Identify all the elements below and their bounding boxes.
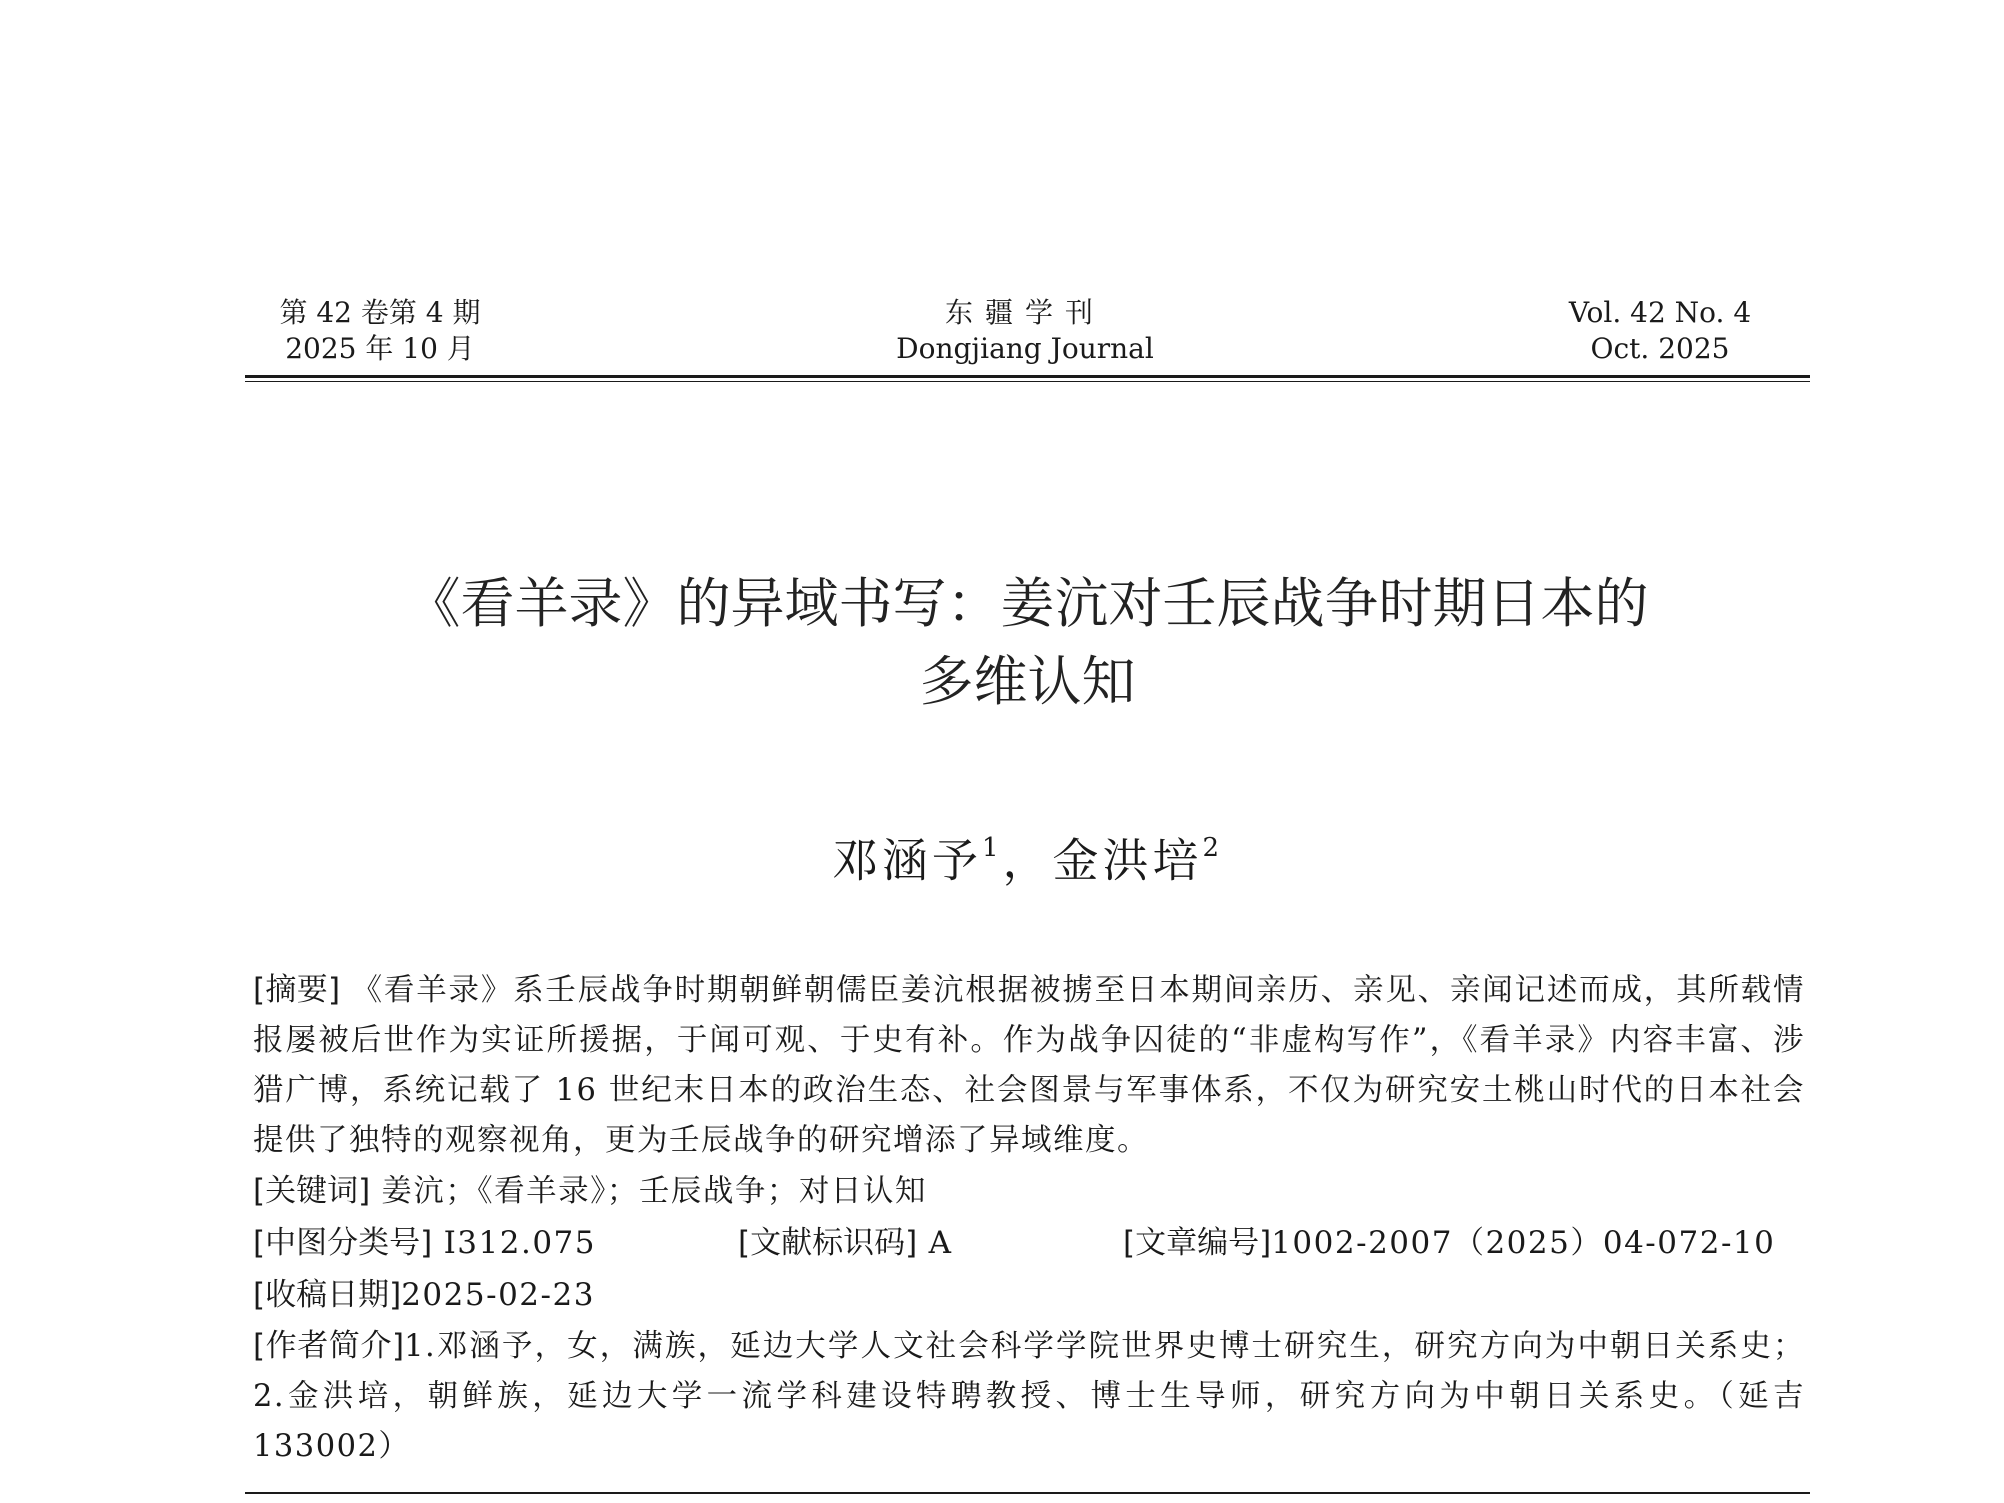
doc-value: A bbox=[928, 1225, 953, 1261]
title-line-1: 《看羊录》的异域书写：姜沆对壬辰战争时期日本的 bbox=[406, 572, 1649, 635]
abstract bbox=[253, 965, 1805, 1166]
author-2-affiliation: 2 bbox=[1202, 833, 1224, 863]
author-1-affiliation: 1 bbox=[981, 833, 1003, 863]
classification-row bbox=[253, 1217, 1805, 1269]
document-code bbox=[738, 1217, 952, 1269]
author-2: 金洪培 bbox=[1052, 833, 1203, 888]
article-number bbox=[1123, 1217, 1775, 1269]
author-1: 邓涵予 bbox=[831, 833, 982, 888]
author-line bbox=[245, 822, 1810, 890]
doc-label: [文献标识码] bbox=[738, 1225, 918, 1261]
volume-issue-en: Vol. 42 No. 4 bbox=[1568, 296, 1752, 329]
received-label: [收稿日期] bbox=[253, 1277, 402, 1313]
article-title bbox=[245, 565, 1810, 721]
date-en: Oct. 2025 bbox=[1590, 332, 1730, 365]
title-line-2: 多维认知 bbox=[919, 650, 1136, 713]
journal-header bbox=[245, 295, 1810, 375]
issue-info-en bbox=[1560, 295, 1760, 367]
abstract-text: 《看羊录》系壬辰战争时期朝鲜朝儒臣姜沆根据被掳至日本期间亲历、亲见、亲闻记述而成，其所载情报屡被后世作为实证所援据，于闻可观、于史有补。作为战争囚徒的“非虚构写作”，《看羊录》内容丰富、涉猎广博，系统记载了 16 世纪末日本的政治生态、社会图景与军事体系，不仅为研究安土桃山时代的日本社会提供了独特的观察视角，更为壬辰战争的研究增添了异域维度。 bbox=[253, 973, 1805, 1158]
clc-code bbox=[253, 1217, 596, 1269]
header-rule-thick bbox=[245, 375, 1810, 378]
author-intro-text: 1.邓涵予，女，满族，延边大学人文社会科学学院世界史博士研究生，研究方向为中朝日关系史；2.金洪培，朝鲜族，延边大学一流学科建设特聘教授、博士生导师，研究方向为中朝日关系史。（延吉 133002） bbox=[253, 1329, 1805, 1464]
journal-name-cn: 东疆学刊 bbox=[944, 296, 1105, 329]
journal-name bbox=[805, 295, 1245, 367]
keywords bbox=[253, 1166, 1805, 1217]
footer-rule bbox=[245, 1492, 1810, 1494]
clc-value: I312.075 bbox=[443, 1225, 597, 1261]
abstract-label: [摘要] bbox=[253, 972, 341, 1008]
keywords-label: [关键词] bbox=[253, 1173, 371, 1209]
volume-issue-cn: 第 42 卷第 4 期 bbox=[279, 296, 481, 329]
article-label: [文章编号] bbox=[1123, 1225, 1272, 1261]
author-separator: ， bbox=[1002, 833, 1053, 888]
date-cn: 2025 年 10 月 bbox=[285, 332, 475, 365]
author-intro-label: [作者简介] bbox=[253, 1328, 405, 1364]
front-matter bbox=[253, 965, 1805, 1472]
journal-name-en: Dongjiang Journal bbox=[896, 332, 1154, 365]
author-introduction bbox=[253, 1321, 1805, 1472]
article-value: 1002-2007（2025）04-072-10 bbox=[1271, 1225, 1776, 1261]
header-rule-thin bbox=[245, 381, 1810, 382]
received-date bbox=[253, 1269, 1805, 1321]
clc-label: [中图分类号] bbox=[253, 1225, 433, 1261]
issue-info bbox=[275, 295, 485, 367]
keywords-text: 姜沆；《看羊录》；壬辰战争；对日认知 bbox=[381, 1174, 927, 1209]
received-value: 2025-02-23 bbox=[401, 1277, 595, 1313]
